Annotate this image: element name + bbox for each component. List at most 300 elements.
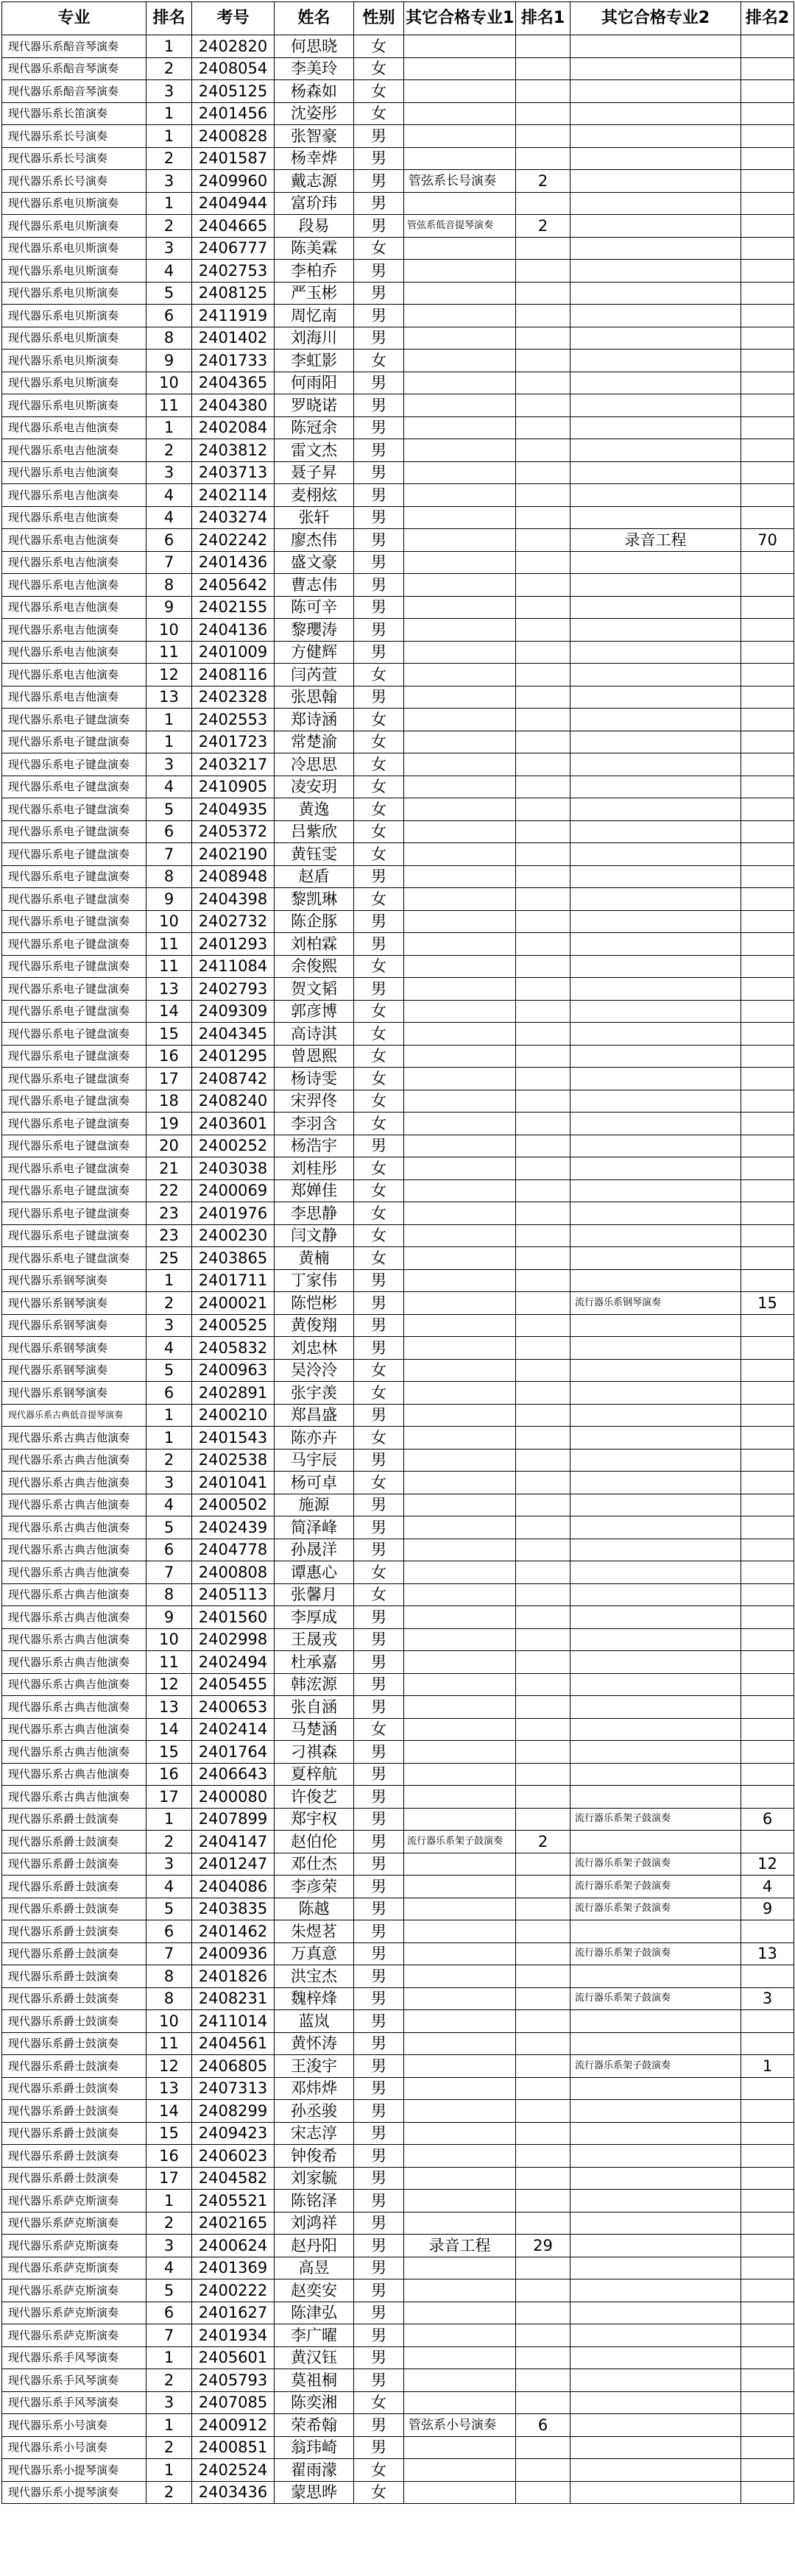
- rank-1-cell: [516, 1202, 570, 1225]
- other-major-2-cell: [570, 888, 741, 911]
- gender-cell: 男: [354, 394, 404, 417]
- other-major-1-cell: [404, 978, 516, 1001]
- rank-cell: 15: [146, 1023, 192, 1046]
- rank-cell: 2: [146, 57, 192, 80]
- rank-1-cell: [516, 2100, 570, 2123]
- other-major-2-cell: [570, 2391, 741, 2414]
- other-major-1-cell: 管弦系长号演奏: [404, 170, 516, 193]
- rank-2-cell: [741, 170, 794, 193]
- gender-cell: 女: [354, 1068, 404, 1090]
- other-major-2-cell: [570, 843, 741, 866]
- name-cell: 李思静: [275, 1202, 354, 1225]
- gender-cell: 女: [354, 2459, 404, 2482]
- other-major-2-cell: [570, 1786, 741, 1809]
- gender-cell: 男: [354, 192, 404, 215]
- major-cell: 现代器乐系电吉他演奏: [2, 506, 146, 529]
- other-major-1-cell: [404, 1628, 516, 1651]
- major-cell: 现代器乐系古典吉他演奏: [2, 1718, 146, 1741]
- rank-cell: 3: [146, 1314, 192, 1337]
- header-gender: 性别: [354, 2, 404, 35]
- rank-1-cell: [516, 416, 570, 439]
- rank-1-cell: [516, 506, 570, 529]
- other-major-1-cell: [404, 1741, 516, 1764]
- other-major-2-cell: 流行器乐系架子鼓演奏: [570, 1942, 741, 1965]
- other-major-2-cell: [570, 619, 741, 642]
- rank-cell: 4: [146, 506, 192, 529]
- rank-2-cell: [741, 753, 794, 776]
- other-major-1-cell: [404, 439, 516, 462]
- rank-cell: 17: [146, 1786, 192, 1809]
- rank-2-cell: [741, 1786, 794, 1809]
- major-cell: 现代器乐系电贝斯演奏: [2, 260, 146, 283]
- gender-cell: 男: [354, 933, 404, 956]
- gender-cell: 男: [354, 1314, 404, 1337]
- table-row: [2, 1247, 794, 1270]
- rank-cell: 13: [146, 2077, 192, 2100]
- gender-cell: 男: [354, 2369, 404, 2392]
- rank-2-cell: [741, 2077, 794, 2100]
- name-cell: 郑宇权: [275, 1808, 354, 1831]
- exam-number-cell: 2401711: [192, 1269, 275, 1292]
- name-cell: 常楚渝: [275, 731, 354, 753]
- name-cell: 曾恩熙: [275, 1045, 354, 1068]
- rank-1-cell: [516, 2324, 570, 2347]
- rank-2-cell: [741, 1404, 794, 1427]
- major-cell: 现代器乐系电子键盘演奏: [2, 933, 146, 956]
- other-major-1-cell: [404, 955, 516, 978]
- other-major-1-cell: [404, 350, 516, 372]
- rank-2-cell: [741, 80, 794, 103]
- other-major-1-cell: [404, 1561, 516, 1584]
- gender-cell: 男: [354, 1942, 404, 1965]
- rank-1-cell: [516, 1651, 570, 1674]
- exam-number-cell: 2409309: [192, 1000, 275, 1023]
- rank-2-cell: [741, 2414, 794, 2437]
- rank-cell: 11: [146, 955, 192, 978]
- rank-2-cell: 3: [741, 1987, 794, 2010]
- exam-number-cell: 2400222: [192, 2279, 275, 2302]
- table-row: [2, 1628, 794, 1651]
- rank-cell: 1: [146, 2346, 192, 2369]
- rank-cell: 22: [146, 1179, 192, 1202]
- table-row: [2, 1808, 794, 1831]
- name-cell: 李美玲: [275, 57, 354, 80]
- other-major-2-cell: [570, 1269, 741, 1292]
- name-cell: 孙丞骏: [275, 2100, 354, 2123]
- rank-2-cell: [741, 102, 794, 125]
- rank-cell: 12: [146, 2055, 192, 2078]
- gender-cell: 男: [354, 2257, 404, 2279]
- rank-cell: 13: [146, 686, 192, 709]
- rank-1-cell: [516, 2212, 570, 2235]
- rank-1-cell: [516, 2122, 570, 2145]
- exam-number-cell: 2401934: [192, 2324, 275, 2347]
- rank-1-cell: [516, 1179, 570, 1202]
- other-major-2-cell: [570, 1404, 741, 1427]
- other-major-2-cell: [570, 260, 741, 283]
- table-row: [2, 192, 794, 215]
- other-major-2-cell: [570, 910, 741, 933]
- other-major-2-cell: [570, 372, 741, 394]
- rank-2-cell: [741, 843, 794, 866]
- exam-number-cell: 2401295: [192, 1045, 275, 1068]
- rank-2-cell: [741, 215, 794, 238]
- gender-cell: 男: [354, 2212, 404, 2235]
- table-row: [2, 2100, 794, 2123]
- major-cell: 现代器乐系爵士鼓演奏: [2, 1965, 146, 1988]
- other-major-2-cell: [570, 933, 741, 956]
- table-row: [2, 888, 794, 911]
- rank-2-cell: [741, 1113, 794, 1135]
- exam-number-cell: 2404345: [192, 1023, 275, 1046]
- other-major-1-cell: [404, 1090, 516, 1113]
- name-cell: 黄钰雯: [275, 843, 354, 866]
- rank-1-cell: [516, 1023, 570, 1046]
- name-cell: 盛文豪: [275, 551, 354, 574]
- rank-cell: 19: [146, 1113, 192, 1135]
- name-cell: 富玠玮: [275, 192, 354, 215]
- name-cell: 麦栩炫: [275, 484, 354, 507]
- major-cell: 现代器乐系古典吉他演奏: [2, 1583, 146, 1606]
- rank-2-cell: [741, 147, 794, 170]
- rank-2-cell: [741, 1628, 794, 1651]
- rank-cell: 1: [146, 1269, 192, 1292]
- other-major-2-cell: [570, 776, 741, 798]
- other-major-1-cell: [404, 2010, 516, 2033]
- rank-cell: 7: [146, 1561, 192, 1584]
- header-name: 姓名: [275, 2, 354, 35]
- major-cell: 现代器乐系电贝斯演奏: [2, 282, 146, 305]
- other-major-1-cell: [404, 1808, 516, 1831]
- name-cell: 简泽峰: [275, 1516, 354, 1539]
- rank-cell: 8: [146, 1583, 192, 1606]
- other-major-2-cell: [570, 282, 741, 305]
- rank-2-cell: [741, 372, 794, 394]
- name-cell: 郑诗涵: [275, 709, 354, 731]
- other-major-2-cell: [570, 1045, 741, 1068]
- other-major-1-cell: [404, 2324, 516, 2347]
- name-cell: 李虹影: [275, 350, 354, 372]
- rank-2-cell: [741, 2459, 794, 2482]
- gender-cell: 男: [354, 484, 404, 507]
- rank-2-cell: [741, 1718, 794, 1741]
- rank-cell: 7: [146, 551, 192, 574]
- header-other-major-1: 其它合格专业1: [404, 2, 516, 35]
- other-major-2-cell: [570, 1718, 741, 1741]
- rank-2-cell: [741, 1472, 794, 1494]
- other-major-1-cell: [404, 1539, 516, 1561]
- gender-cell: 男: [354, 1651, 404, 1674]
- other-major-2-cell: [570, 35, 741, 58]
- major-cell: 现代器乐系爵士鼓演奏: [2, 1808, 146, 1831]
- other-major-2-cell: [570, 596, 741, 619]
- exam-number-cell: 2409960: [192, 170, 275, 193]
- rank-2-cell: [741, 1382, 794, 1405]
- other-major-1-cell: [404, 35, 516, 58]
- major-cell: 现代器乐系古典吉他演奏: [2, 1427, 146, 1450]
- rank-cell: 23: [146, 1202, 192, 1225]
- major-cell: 现代器乐系古典吉他演奏: [2, 1561, 146, 1584]
- other-major-2-cell: 流行器乐系架子鼓演奏: [570, 1898, 741, 1920]
- name-cell: 朱煜茗: [275, 1920, 354, 1943]
- table-row: [2, 2302, 794, 2324]
- table-row: [2, 1898, 794, 1920]
- major-cell: 现代器乐系电子键盘演奏: [2, 776, 146, 798]
- major-cell: 现代器乐系电吉他演奏: [2, 619, 146, 642]
- rank-cell: 2: [146, 2369, 192, 2392]
- other-major-2-cell: [570, 2324, 741, 2347]
- other-major-1-cell: [404, 125, 516, 148]
- name-cell: 赵丹阳: [275, 2235, 354, 2257]
- other-major-2-cell: [570, 2100, 741, 2123]
- rank-2-cell: 15: [741, 1292, 794, 1315]
- major-cell: 现代器乐系电子键盘演奏: [2, 1090, 146, 1113]
- gender-cell: 男: [354, 1449, 404, 1472]
- exam-number-cell: 2404398: [192, 888, 275, 911]
- rank-cell: 1: [146, 2190, 192, 2213]
- other-major-1-cell: [404, 147, 516, 170]
- name-cell: 陈冠余: [275, 416, 354, 439]
- name-cell: 刘柏霖: [275, 933, 354, 956]
- header-rank-2: 排名2: [741, 2, 794, 35]
- rank-2-cell: [741, 394, 794, 417]
- gender-cell: 男: [354, 596, 404, 619]
- major-cell: 现代器乐系电吉他演奏: [2, 686, 146, 709]
- rank-2-cell: [741, 2032, 794, 2055]
- other-major-2-cell: [570, 1113, 741, 1135]
- table-row: [2, 1000, 794, 1023]
- exam-number-cell: 2403835: [192, 1898, 275, 1920]
- other-major-2-cell: [570, 1337, 741, 1360]
- rank-cell: 1: [146, 2414, 192, 2437]
- rank-cell: 20: [146, 1135, 192, 1157]
- rank-cell: 3: [146, 461, 192, 484]
- rank-cell: 4: [146, 776, 192, 798]
- rank-2-cell: [741, 1000, 794, 1023]
- other-major-2-cell: [570, 1628, 741, 1651]
- other-major-1-cell: [404, 305, 516, 327]
- exam-number-cell: 2402538: [192, 1449, 275, 1472]
- other-major-1-cell: [404, 1224, 516, 1247]
- rank-1-cell: [516, 1987, 570, 2010]
- rank-2-cell: [741, 1673, 794, 1696]
- rank-2-cell: [741, 484, 794, 507]
- table-row: [2, 1696, 794, 1719]
- table-row: [2, 1673, 794, 1696]
- name-cell: 杨诗雯: [275, 1068, 354, 1090]
- other-major-1-cell: 录音工程: [404, 2235, 516, 2257]
- table-row: [2, 955, 794, 978]
- exam-number-cell: 2401560: [192, 1606, 275, 1629]
- name-cell: 黎瓔涛: [275, 619, 354, 642]
- name-cell: 荣希翰: [275, 2414, 354, 2437]
- exam-number-cell: 2406777: [192, 237, 275, 260]
- other-major-1-cell: [404, 484, 516, 507]
- gender-cell: 男: [354, 2279, 404, 2302]
- exam-number-cell: 2401723: [192, 731, 275, 753]
- name-cell: 万真意: [275, 1942, 354, 1965]
- rank-2-cell: [741, 1965, 794, 1988]
- table-row: [2, 1494, 794, 1516]
- exam-number-cell: 2402190: [192, 843, 275, 866]
- name-cell: 郑婵佳: [275, 1179, 354, 1202]
- gender-cell: 男: [354, 215, 404, 238]
- other-major-1-cell: [404, 80, 516, 103]
- rank-1-cell: [516, 1718, 570, 1741]
- gender-cell: 女: [354, 1179, 404, 1202]
- rank-cell: 4: [146, 260, 192, 283]
- other-major-2-cell: [570, 2032, 741, 2055]
- other-major-1-cell: [404, 1359, 516, 1382]
- exam-number-cell: 2406805: [192, 2055, 275, 2078]
- rank-1-cell: [516, 125, 570, 148]
- gender-cell: 男: [354, 1763, 404, 1786]
- exam-number-cell: 2400808: [192, 1561, 275, 1584]
- rank-2-cell: [741, 1269, 794, 1292]
- rank-2-cell: [741, 731, 794, 753]
- rank-2-cell: [741, 1561, 794, 1584]
- rank-2-cell: [741, 820, 794, 843]
- major-cell: 现代器乐系长号演奏: [2, 147, 146, 170]
- other-major-2-cell: [570, 686, 741, 709]
- rank-2-cell: [741, 1831, 794, 1853]
- rank-cell: 4: [146, 484, 192, 507]
- rank-2-cell: [741, 619, 794, 642]
- exam-number-cell: 2400502: [192, 1494, 275, 1516]
- gender-cell: 男: [354, 619, 404, 642]
- rank-2-cell: [741, 686, 794, 709]
- other-major-1-cell: [404, 2077, 516, 2100]
- rank-1-cell: [516, 1224, 570, 1247]
- table-row: [2, 1853, 794, 1876]
- other-major-2-cell: [570, 1382, 741, 1405]
- major-cell: 现代器乐系萨克斯演奏: [2, 2235, 146, 2257]
- rank-2-cell: [741, 978, 794, 1001]
- other-major-2-cell: [570, 1000, 741, 1023]
- other-major-1-cell: [404, 1718, 516, 1741]
- other-major-2-cell: [570, 2414, 741, 2437]
- rank-cell: 7: [146, 2324, 192, 2347]
- table-row: [2, 2077, 794, 2100]
- gender-cell: 女: [354, 1224, 404, 1247]
- exam-number-cell: 2402793: [192, 978, 275, 1001]
- name-cell: 曹志伟: [275, 574, 354, 597]
- rank-2-cell: [741, 1202, 794, 1225]
- major-cell: 现代器乐系爵士鼓演奏: [2, 2010, 146, 2033]
- rank-2-cell: [741, 1179, 794, 1202]
- name-cell: 黄汉钰: [275, 2346, 354, 2369]
- exam-number-cell: 2405455: [192, 1673, 275, 1696]
- name-cell: 张自涵: [275, 1696, 354, 1719]
- table-row: [2, 2436, 794, 2459]
- major-cell: 现代器乐系古典低音提琴演奏: [2, 1404, 146, 1427]
- exam-number-cell: 2410905: [192, 776, 275, 798]
- rank-cell: 6: [146, 1920, 192, 1943]
- other-major-2-cell: [570, 2145, 741, 2168]
- rank-2-cell: [741, 2010, 794, 2033]
- rank-1-cell: [516, 551, 570, 574]
- other-major-2-cell: [570, 416, 741, 439]
- table-row: [2, 1965, 794, 1988]
- rank-2-cell: [741, 1359, 794, 1382]
- rank-cell: 6: [146, 1382, 192, 1405]
- gender-cell: 男: [354, 551, 404, 574]
- gender-cell: 男: [354, 2302, 404, 2324]
- rank-1-cell: [516, 1359, 570, 1382]
- table-row: [2, 1269, 794, 1292]
- rank-2-cell: [741, 2122, 794, 2145]
- table-row: [2, 551, 794, 574]
- exam-number-cell: 2401247: [192, 1853, 275, 1876]
- rank-cell: 16: [146, 1045, 192, 1068]
- rank-1-cell: [516, 1965, 570, 1988]
- table-row: [2, 147, 794, 170]
- table-row: [2, 1045, 794, 1068]
- exam-number-cell: 2408125: [192, 282, 275, 305]
- table-row: [2, 2346, 794, 2369]
- gender-cell: 女: [354, 2481, 404, 2504]
- table-row: [2, 843, 794, 866]
- rank-1-cell: [516, 1920, 570, 1943]
- gender-cell: 女: [354, 1202, 404, 1225]
- rank-2-cell: [741, 798, 794, 821]
- rank-1-cell: [516, 192, 570, 215]
- rank-1-cell: [516, 372, 570, 394]
- other-major-1-cell: [404, 551, 516, 574]
- table-row: [2, 1583, 794, 1606]
- rank-cell: 12: [146, 664, 192, 686]
- name-cell: 廖杰伟: [275, 529, 354, 552]
- rank-2-cell: [741, 776, 794, 798]
- other-major-2-cell: [570, 709, 741, 731]
- major-cell: 现代器乐系爵士鼓演奏: [2, 2100, 146, 2123]
- other-major-1-cell: [404, 2459, 516, 2482]
- name-cell: 孙晟洋: [275, 1539, 354, 1561]
- rank-1-cell: [516, 978, 570, 1001]
- rank-2-cell: [741, 933, 794, 956]
- other-major-2-cell: [570, 731, 741, 753]
- other-major-1-cell: [404, 865, 516, 888]
- other-major-2-cell: [570, 2010, 741, 2033]
- major-cell: 现代器乐系电吉他演奏: [2, 641, 146, 664]
- rank-2-cell: [741, 2100, 794, 2123]
- rank-2-cell: [741, 2190, 794, 2213]
- major-cell: 现代器乐系小号演奏: [2, 2436, 146, 2459]
- rank-1-cell: [516, 57, 570, 80]
- table-row: [2, 1942, 794, 1965]
- table-row: [2, 1606, 794, 1629]
- rank-1-cell: [516, 1113, 570, 1135]
- name-cell: 施源: [275, 1494, 354, 1516]
- gender-cell: 女: [354, 955, 404, 978]
- gender-cell: 女: [354, 237, 404, 260]
- other-major-2-cell: [570, 2302, 741, 2324]
- gender-cell: 男: [354, 910, 404, 933]
- rank-cell: 2: [146, 439, 192, 462]
- table-row: [2, 776, 794, 798]
- rank-1-cell: [516, 1090, 570, 1113]
- exam-number-cell: 2408299: [192, 2100, 275, 2123]
- exam-number-cell: 2401462: [192, 1920, 275, 1943]
- name-cell: 邓仕杰: [275, 1853, 354, 1876]
- other-major-2-cell: [570, 1068, 741, 1090]
- other-major-1-cell: [404, 1023, 516, 1046]
- other-major-1-cell: [404, 2302, 516, 2324]
- exam-number-cell: 2401041: [192, 1472, 275, 1494]
- rank-2-cell: [741, 2302, 794, 2324]
- exam-number-cell: 2404778: [192, 1539, 275, 1561]
- other-major-1-cell: [404, 372, 516, 394]
